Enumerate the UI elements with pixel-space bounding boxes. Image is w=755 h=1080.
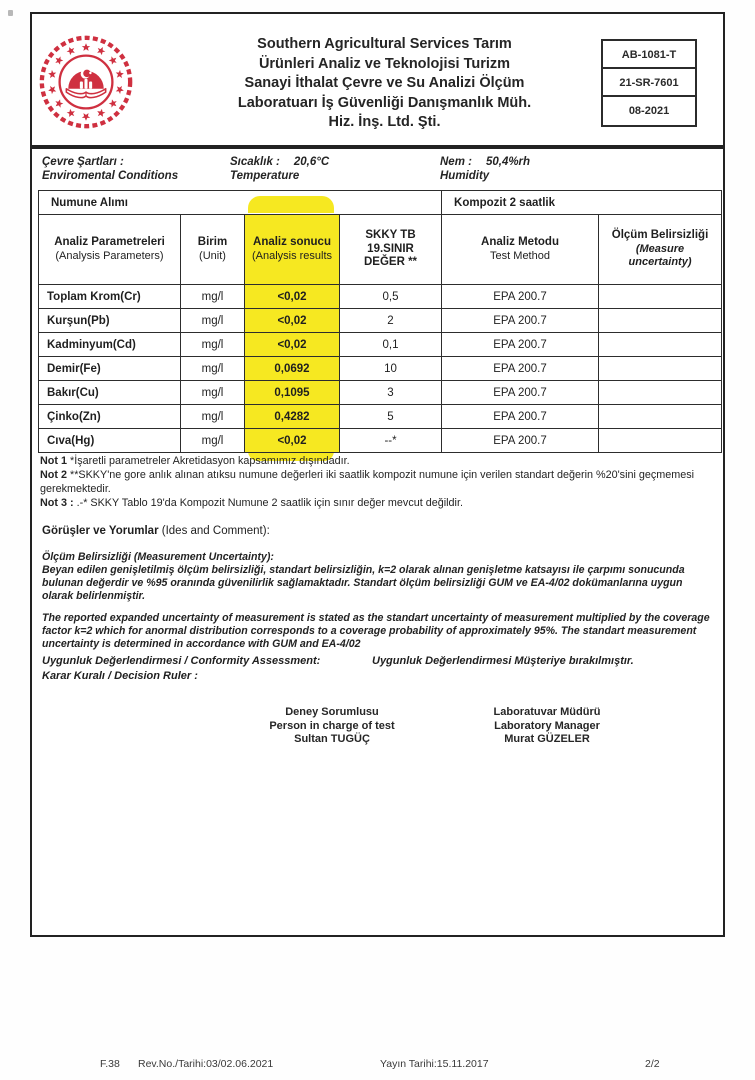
column-header-uncertainty bbox=[599, 215, 722, 285]
temperature-label-en: Temperature bbox=[230, 170, 300, 182]
method-value: EPA 200.7 bbox=[442, 309, 599, 333]
result-value: <0,02 bbox=[245, 429, 340, 453]
company-title-line: Southern Agricultural Services Tarım bbox=[257, 36, 512, 52]
footer-revision: Rev.No./Tarihi:03/02.06.2021 bbox=[138, 1058, 274, 1070]
conformity-line1: Uygunluk Değerlendirmesi / Conformity Assessment: bbox=[42, 655, 321, 667]
table-row bbox=[39, 333, 722, 357]
unit-value: mg/l bbox=[181, 285, 245, 309]
note-1 bbox=[40, 455, 718, 469]
table-row bbox=[39, 285, 722, 309]
column-header-limit-l1: SKKY TB bbox=[365, 229, 416, 242]
conditions-label-en: Enviromental Conditions bbox=[42, 170, 179, 182]
accreditation-code: AB-1081-T bbox=[603, 41, 695, 69]
uncertainty-text-en: The reported expanded uncertainty of measurement is stated as the standart uncertainty of measurement multiplied by the coverage factor k=2 which for anormal distribution corresponds to a coverage probability of approximately 95%. The standart measurement uncertainty is determined in accordance with GUM and EA-4/02 bbox=[42, 612, 710, 650]
unit-value: mg/l bbox=[181, 309, 245, 333]
limit-value: 2 bbox=[340, 309, 442, 333]
method-value: EPA 200.7 bbox=[442, 405, 599, 429]
column-header-limit bbox=[340, 215, 442, 285]
result-value: 0,0692 bbox=[245, 357, 340, 381]
sampling-group-label: Numune Alımı bbox=[39, 191, 442, 215]
temperature-value: 20,6°C bbox=[293, 156, 330, 168]
limit-value: 3 bbox=[340, 381, 442, 405]
unit-value: mg/l bbox=[181, 429, 245, 453]
note-2 bbox=[40, 469, 718, 496]
uncertainty-value bbox=[599, 405, 722, 429]
parameter-name: Bakır(Cu) bbox=[39, 381, 181, 405]
measurement-uncertainty-section bbox=[42, 551, 710, 651]
conditions-label-tr: Çevre Şartları : bbox=[42, 156, 124, 168]
column-header-uncertainty-en1: (Measure bbox=[635, 242, 685, 255]
limit-value: 0,5 bbox=[340, 285, 442, 309]
table-group-row bbox=[39, 191, 722, 215]
report-header bbox=[30, 12, 725, 147]
method-value: EPA 200.7 bbox=[442, 381, 599, 405]
table-row bbox=[39, 381, 722, 405]
table-row bbox=[39, 309, 722, 333]
column-header-unit-en: (Unit) bbox=[199, 249, 226, 262]
footer-form-code: F.38 bbox=[100, 1058, 120, 1070]
uncertainty-value bbox=[599, 309, 722, 333]
report-body bbox=[30, 147, 725, 937]
limit-value: 10 bbox=[340, 357, 442, 381]
column-header-unit-tr: Birim bbox=[197, 236, 228, 248]
method-value: EPA 200.7 bbox=[442, 333, 599, 357]
footer-page-number: 2/2 bbox=[645, 1058, 660, 1070]
method-value: EPA 200.7 bbox=[442, 357, 599, 381]
unit-value: mg/l bbox=[181, 405, 245, 429]
note-3 bbox=[40, 497, 718, 511]
column-header-uncertainty-en2: uncertainty) bbox=[628, 256, 692, 269]
table-header-row bbox=[39, 215, 722, 285]
note-1-text: *İşaretli parametreler Akretidasyon kapsamımız dışındadır. bbox=[70, 455, 350, 467]
uncertainty-title: Ölçüm Belirsizliği (Measurement Uncertainty): bbox=[42, 551, 274, 563]
result-value: <0,02 bbox=[245, 285, 340, 309]
conformity-section bbox=[42, 654, 718, 684]
uncertainty-value bbox=[599, 381, 722, 405]
note-3-text: .-* SKKY Tablo 19'da Kompozit Numune 2 saatlik için sınır değer mevcut değildir. bbox=[76, 496, 463, 509]
column-header-parameters-tr: Analiz Parametreleri bbox=[54, 236, 165, 248]
report-number: 21-SR-7601 bbox=[603, 69, 695, 97]
footer-publish-date: Yayın Tarihi:15.11.2017 bbox=[380, 1058, 489, 1070]
comments-heading-tr: Görüşler ve Yorumlar bbox=[42, 525, 159, 537]
temperature-field bbox=[230, 155, 329, 183]
company-title-line: Laboratuarı İş Güvenliği Danışmanlık Müh. bbox=[237, 94, 532, 111]
column-header-parameters bbox=[39, 215, 181, 285]
note-2-text: **SKKY'ne gore anlık alınan atıksu numune değerleri iki saatlik kompozit numune için verilen standart değerin %20'sini geçmemesi gerekmektedir. bbox=[40, 469, 695, 495]
conformity-result: Uygunluk Değerlendirmesi Müşteriye bırakılmıştır. bbox=[372, 655, 634, 667]
humidity-label-en: Humidity bbox=[440, 170, 490, 182]
column-header-uncertainty-tr: Ölçüm Belirsizliği bbox=[611, 229, 709, 242]
notes-section bbox=[40, 455, 718, 511]
note-2-label: Not 2 bbox=[40, 469, 67, 481]
uncertainty-value bbox=[599, 357, 722, 381]
column-header-method-tr: Analiz Metodu bbox=[481, 236, 559, 248]
note-1-label: Not 1 bbox=[40, 455, 67, 467]
method-value: EPA 200.7 bbox=[442, 429, 599, 453]
uncertainty-text-tr: Beyan edilen genişletilmiş ölçüm belirsizliği, standart belirsizliğin, k=2 olarak alınan genişletme katsayısı ile çarpımı sonucunda bulunan değerdir ve %95 oranında güvenilirlik sağlamaktadır. Standart ölçüm belirsizliği GUM ve EA-4/02 dokümanlarına uygun olarak belirlenmiştir. bbox=[42, 564, 685, 602]
company-title bbox=[192, 35, 577, 133]
column-header-result-tr: Analiz sonucu bbox=[253, 236, 331, 248]
company-title-line: Sanayi İthalat Çevre ve Su Analizi Ölçüm bbox=[244, 75, 525, 91]
limit-value: 0,1 bbox=[340, 333, 442, 357]
humidity-label-tr: Nem : bbox=[440, 156, 472, 168]
comments-heading-en: (Ides and Comment): bbox=[161, 525, 270, 537]
table-row bbox=[39, 405, 722, 429]
column-header-unit bbox=[181, 215, 245, 285]
conformity-line2: Karar Kuralı / Decision Ruler : bbox=[42, 670, 198, 682]
signature-role-en: Laboratory Manager bbox=[494, 719, 600, 732]
uncertainty-value bbox=[599, 429, 722, 453]
column-header-method-en: Test Method bbox=[490, 249, 550, 262]
result-value: <0,02 bbox=[245, 309, 340, 333]
parameter-name: Kadminyum(Cd) bbox=[39, 333, 181, 357]
unit-value: mg/l bbox=[181, 357, 245, 381]
uncertainty-value bbox=[599, 285, 722, 309]
column-header-parameters-en: (Analysis Parameters) bbox=[55, 249, 164, 262]
scan-artifact bbox=[8, 10, 13, 16]
table-row bbox=[39, 429, 722, 453]
unit-value: mg/l bbox=[181, 333, 245, 357]
result-value: 0,1095 bbox=[245, 381, 340, 405]
parameter-name: Çinko(Zn) bbox=[39, 405, 181, 429]
signature-name: Murat GÜZELER bbox=[504, 733, 590, 745]
signature-role-tr: Deney Sorumlusu bbox=[285, 706, 379, 718]
column-header-limit-l2: 19.SINIR bbox=[367, 242, 414, 255]
signature-name: Sultan TUGÜÇ bbox=[294, 733, 370, 745]
composite-group-label: Kompozit 2 saatlik bbox=[442, 191, 722, 215]
comments-heading bbox=[42, 525, 270, 537]
unit-value: mg/l bbox=[181, 381, 245, 405]
limit-value: 5 bbox=[340, 405, 442, 429]
method-value: EPA 200.7 bbox=[442, 285, 599, 309]
company-title-line: Hiz. İnş. Ltd. Şti. bbox=[328, 114, 441, 130]
ministry-emblem-logo bbox=[38, 34, 134, 130]
report-date: 08-2021 bbox=[628, 105, 670, 117]
column-header-limit-l3: DEĞER ** bbox=[363, 256, 418, 269]
signature-role-tr: Laboratuvar Müdürü bbox=[493, 706, 601, 718]
parameter-name: Demir(Fe) bbox=[39, 357, 181, 381]
humidity-field bbox=[440, 155, 530, 183]
parameter-name: Toplam Krom(Cr) bbox=[39, 285, 181, 309]
accreditation-codes bbox=[601, 39, 697, 127]
table-row bbox=[39, 357, 722, 381]
signature-role-en: Person in charge of test bbox=[269, 719, 395, 732]
column-header-method bbox=[442, 215, 599, 285]
signature-lab-manager bbox=[417, 706, 677, 747]
column-header-result bbox=[245, 215, 340, 285]
conditions-label bbox=[42, 155, 178, 183]
humidity-value: 50,4%rh bbox=[485, 156, 531, 168]
result-value: 0,4282 bbox=[245, 405, 340, 429]
note-3-label: Not 3 : bbox=[40, 496, 74, 509]
result-value: <0,02 bbox=[245, 333, 340, 357]
limit-value: --* bbox=[340, 429, 442, 453]
analysis-results-table bbox=[38, 190, 722, 453]
parameter-name: Kurşun(Pb) bbox=[39, 309, 181, 333]
uncertainty-value bbox=[599, 333, 722, 357]
parameter-name: Cıva(Hg) bbox=[39, 429, 181, 453]
column-header-result-en: (Analysis results bbox=[251, 249, 333, 262]
temperature-label-tr: Sıcaklık : bbox=[230, 156, 280, 168]
company-title-line: Ürünleri Analiz ve Teknolojisi Turizm bbox=[258, 55, 511, 72]
